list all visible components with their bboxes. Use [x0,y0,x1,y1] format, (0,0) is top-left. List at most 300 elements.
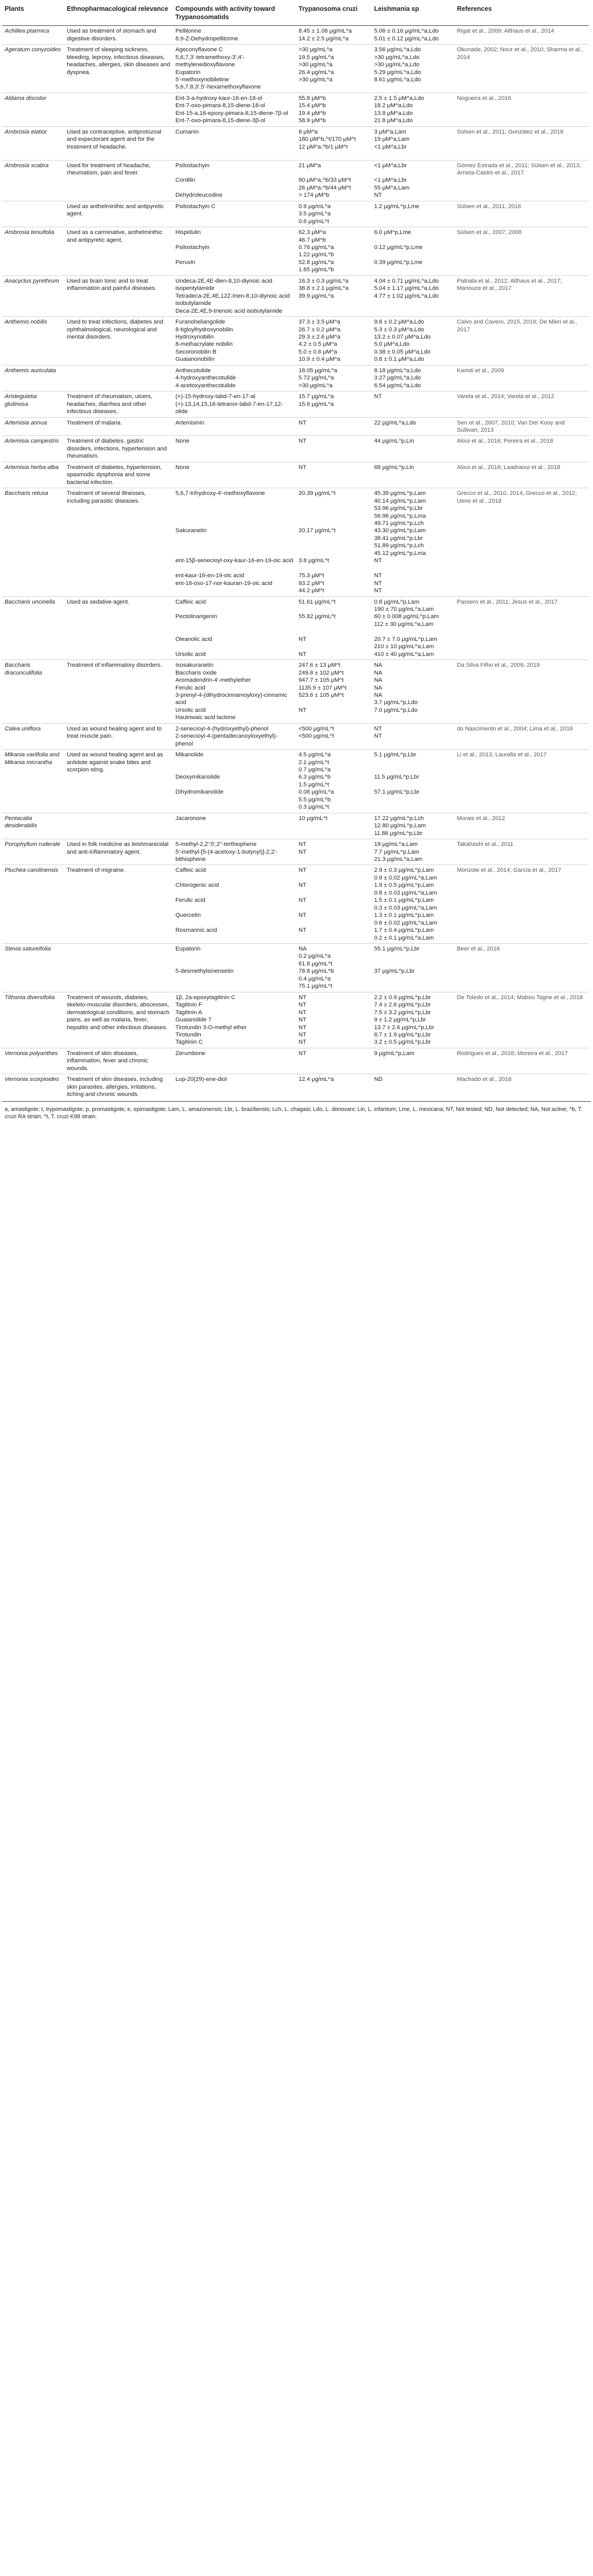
ethnopharmacological-relevance: Used to treat infections, diabetes and ophthalmological, neurological and mental disorders. [64,317,173,365]
compounds-cell-line: Ent-7-oxo-pimara-8,15-diene-18-ol [175,103,265,109]
ethnopharmacological-relevance: Used as brain tonic and to treat inflammation and painful diseases. [64,275,173,316]
compounds-cell-line: Tirotundin [175,1031,201,1038]
compounds-cell-line [175,781,293,788]
references-cell [454,417,589,436]
table-row [2,992,589,1048]
leishmania-cell-line: 190 ± 70 μg/mL^a,Lam [374,606,434,612]
leishmania-cell-line [374,401,452,408]
leishmania-cell [372,160,454,201]
references-cell [454,488,589,596]
trypanosoma-cruzi-cell-line: 46.7 μM^b [299,237,326,243]
table-row [2,865,589,944]
leishmania-cell-line: 53.96 μg/mL^p,Lbr [374,505,423,512]
table-header-row [2,3,589,26]
leishmania-cell [372,462,454,488]
table-row [2,201,589,227]
trypanosoma-cruzi-cell [296,462,372,488]
compounds-cell-line [175,427,293,434]
compounds-cell-line: Tirotundin 3-O-methyl ether [175,1024,247,1031]
ethnopharmacological-relevance: Treatment of rheumatism, ulcers, headaches, diarrhea and other infectious diseases. [64,391,173,417]
table-row [2,1048,589,1074]
compounds-cell-line: Dihydromikanolide [175,789,224,796]
compounds-cell-line: 5'-methoxynobiletine [175,76,229,83]
compounds-cell-line [175,919,293,927]
compounds-cell [173,723,296,749]
references-cell-line: Sülsen et al., 2011; González et al., 2018 [457,128,564,135]
ethnopharmacological-relevance: Used as wound healing agent and to treat muscle pain. [64,723,173,749]
compounds-cell-line [175,218,293,225]
trypanosoma-cruzi-cell-line: NT [299,848,307,855]
references-cell-line: Passero et al., 2011; Jesus et al., 2017 [457,598,558,605]
leishmania-cell-line [374,960,452,968]
leishmania-cell-line: 5.3 ± 0.3 μM^a,Ldo [374,326,424,333]
references-cell [454,160,589,201]
leishmania-cell [372,723,454,749]
leishmania-cell-line: 3 μM^a,Lam [374,128,407,135]
references-cell [454,1048,589,1074]
trypanosoma-cruzi-cell [296,126,372,160]
trypanosoma-cruzi-cell-line: 12.4 μg/mL^a [299,1076,334,1083]
leishmania-cell-line [374,803,452,811]
trypanosoma-cruzi-cell-line: 5.5 μg/mL^b [299,796,331,803]
leishmania-cell-line: 6.54 μg/mL^a,Ldo [374,382,421,389]
leishmania-cell-line: 12.80 μg/mL^p,Lam [374,823,426,829]
trypanosoma-cruzi-cell-line: 93.2 μM^t [299,580,324,587]
leishmania-cell [372,201,454,227]
trypanosoma-cruzi-cell [296,944,372,992]
leishmania-cell-line: 0.8 ± 0.03 μg/mL^a,Lam [374,889,437,896]
leishmania-cell-line: 2.5 ± 1.5 μM^a,Ldo [374,95,424,101]
leishmania-cell-line: 19 μg/mL^a,Lam [374,841,418,848]
trypanosoma-cruzi-cell-line: 0.08 μg/mL^a [299,789,334,796]
leishmania-cell-line: 2.2 ± 0.9 μg/mL^p,Lbr [374,994,431,1001]
leishmania-cell-line: <1 μM^a,Lbr [374,177,407,184]
trypanosoma-cruzi-cell-line: 75.3 μM^t [299,573,324,579]
trypanosoma-cruzi-cell-line: 0.6 μg/mL^t [299,218,329,225]
compounds-cell-line [175,266,293,273]
ethnopharmacological-relevance: Used for treatment of headache, rheumatism, pain and fever. [64,160,173,201]
trypanosoma-cruzi-cell-line: NT [299,994,307,1001]
trypanosoma-cruzi-cell-line: NT [299,636,307,642]
leishmania-cell-line: ND [374,1076,383,1083]
table-row [2,417,589,436]
references-cell-line: Sülsen et al., 2011, 2016 [457,203,522,210]
leishmania-cell-line: 0.6 ± 0.02 μg/mL^a,Lam [374,919,437,926]
trypanosoma-cruzi-cell-line: 21 μM^a [299,162,321,169]
trypanosoma-cruzi-cell-line: >30 μg/mL^a [299,382,333,389]
compounds-cell-line: Deca-2E,4E,9-trienoic acid isobutylamide [175,308,283,314]
references-cell-line: Beer et al., 2016 [457,946,500,952]
plant-name: Pluchea carolinensis [2,865,64,944]
compounds-cell [173,992,296,1048]
table-row [2,839,589,865]
trypanosoma-cruzi-cell-line: 1.5 μg/mL^t [299,781,329,788]
trypanosoma-cruzi-cell-line: 15.4 μM^b [299,103,326,109]
compounds-cell-line [175,953,293,960]
compounds-cell-line [175,759,293,766]
leishmania-cell [372,992,454,1048]
leishmania-cell-line [374,237,452,244]
compounds-cell-line: (+)-15-hydroxy-labd-7-en-17-al [175,393,256,400]
leishmania-cell [372,26,454,45]
compounds-cell-line: Ageconyflavone C [175,47,223,53]
trypanosoma-cruzi-cell-line: >30 μg/mL^a [299,62,333,68]
trypanosoma-cruzi-cell [296,723,372,749]
table-row [2,944,589,992]
table-row [2,488,589,596]
trypanosoma-cruzi-cell-line [299,606,369,613]
compounds-cell-line [175,960,293,968]
leishmania-cell-line: NA [374,684,382,691]
trypanosoma-cruzi-cell-line: NA [299,946,307,952]
leishmania-cell-line [374,218,452,225]
table-row [2,227,589,276]
compounds-cell-line [175,628,293,635]
trypanosoma-cruzi-cell [296,750,372,813]
header-compounds: Compounds with activity toward Trypanosomatids [173,3,296,26]
trypanosoma-cruzi-cell-line [299,151,369,158]
table-row [2,45,589,93]
leishmania-cell-line: 43.30 μg/mL^p,Lam [374,528,426,534]
leishmania-cell-line: 1.3 ± 0.1 μg/mL^p,Lam [374,912,434,919]
leishmania-cell [372,660,454,724]
compounds-cell [173,227,296,276]
trypanosoma-cruzi-cell-line: NT [299,438,307,445]
trypanosoma-cruzi-cell-line [299,934,369,942]
trypanosoma-cruzi-cell-line: 947.7 ± 105 μM^t [299,677,344,684]
leishmania-cell [372,488,454,596]
leishmania-cell-line [374,983,452,990]
compounds-cell-line: Ferulic acid [175,897,205,904]
trypanosoma-cruzi-cell-line: 0.3 μg/mL^t [299,804,329,811]
compounds-cell [173,275,296,316]
compounds-cell-line [175,535,293,542]
trypanosoma-cruzi-cell-line: NT [299,707,307,713]
trypanosoma-cruzi-cell-line: 62.3 μM^a [299,229,326,236]
trypanosoma-cruzi-cell-line: 20.17 μg/mL^t [299,528,336,534]
leishmania-cell [372,813,454,839]
trypanosoma-cruzi-cell-line [299,497,369,505]
plant-name [2,201,64,227]
trypanosoma-cruzi-cell-line: 0.76 μg/mL^a [299,244,334,251]
leishmania-cell-line: NT [374,580,382,587]
compounds-cell-line: Ent-3-a-hydroxy-kaur-16-en-18-ol [175,95,262,101]
leishmania-cell-line [374,796,452,803]
compounds-cell-line: Hispidulin [175,229,201,236]
compounds-cell-line [175,803,293,811]
references-cell-line: Morais et al., 2012 [457,815,505,822]
compounds-cell-line: (+)-13,14,15,16-tetranor-labd-7-en-17,12-olide [175,401,283,415]
references-cell-line: Calvo and Cavero, 2015, 2016; De Mieri et al., 2017 [457,319,577,333]
leishmania-cell-line: 0.8 μg/mL^p,Lam [374,598,420,605]
trypanosoma-cruzi-cell [296,865,372,944]
references-cell-line: Nogueira et al., 2016 [457,95,511,101]
compounds-cell-line: ent-16-oxo-17-nor-kauran-19-oic acid [175,580,273,587]
table-body [2,26,589,1100]
leishmania-cell [372,275,454,316]
compounds-cell-line: 5-desmethylsinensetin [175,968,234,975]
compounds-cell-line: 5-methyl-2,2':5',2''-terthiophene [175,841,257,848]
compounds-cell-line: Pectolinarigenin [175,613,217,620]
trypanosoma-cruzi-cell-line [299,513,369,520]
trypanosoma-cruzi-cell-line: 20.39 μg/mL^t [299,490,336,497]
compounds-cell [173,317,296,365]
leishmania-cell-line: 0.3 ± 0.03 μg/mL^a,Lam [374,904,437,911]
plant-name: Calea uniflora [2,723,64,749]
leishmania-cell-line: 44 μg/mL^p,Lin [374,438,414,445]
leishmania-cell-line [374,766,452,773]
leishmania-cell-line: 11.5 μg/mL^p,Lbr [374,774,419,781]
leishmania-cell-line: 55.1 μg/mL^p,Lbr [374,946,420,952]
references-cell [454,391,589,417]
trypanosoma-cruzi-cell-line: NT [299,912,307,919]
trypanosoma-cruzi-cell-line: 52.8 μg/mL^a [299,259,334,266]
compounds-cell-line: 5,6,7-trihydroxy-4'-methoxyflavone [175,490,265,497]
compounds-cell-line [175,505,293,512]
trypanosoma-cruzi-cell-line: 39.9 μg/mL^a [299,292,334,299]
plant-name: Ambrosia elatior [2,126,64,160]
trypanosoma-cruzi-cell-line: NT [299,1017,307,1023]
leishmania-cell-line [374,151,452,158]
header-trypanosoma-cruzi: Trypanosoma cruzi [296,3,372,26]
plant-name: Achillea ptarmica [5,28,50,35]
trypanosoma-cruzi-cell-line: >30 μg/mL^a [299,47,333,53]
compounds-cell-line: Mikanolide [175,752,204,758]
compounds-cell-line: Artemisinin [175,419,204,426]
references-cell-line: Machado et al., 2016 [457,1076,512,1083]
compounds-cell [173,391,296,417]
trypanosoma-cruzi-cell-line: NT [299,1039,307,1046]
compounds-cell-line: 1β, 2a-epoxytagitinin C [175,994,235,1001]
compounds-cell-line: Cordilin [175,177,196,184]
trypanosoma-cruzi-cell [296,436,372,462]
trypanosoma-cruzi-cell-line: NT [299,897,307,904]
trypanosoma-cruzi-cell-line: NT [299,1050,307,1057]
trypanosoma-cruzi-cell [296,1074,372,1100]
ethnopharmacological-relevance: Used as a carminative, anthelminthic and antipyretic agent. [64,227,173,276]
compounds-cell-line [175,184,293,192]
trypanosoma-cruzi-cell-line: 14.2 ± 2.5 μg/mL^a [299,35,349,42]
ethnopharmacological-relevance [64,813,173,839]
leishmania-cell-line [374,975,452,983]
compounds-cell-line [175,210,293,217]
trypanosoma-cruzi-cell-line [299,505,369,512]
compounds-cell-line: Tagitinin A [175,1009,202,1016]
leishmania-cell-line: 13.7 ± 2.6 μg/mL^p,Lbr [374,1024,434,1031]
compounds-cell-line: Peruvin [175,259,196,266]
compounds-cell-line: Anthecotulide [175,367,211,374]
trypanosoma-cruzi-cell-line: 37.3 ± 3.5 μM^a [299,319,340,326]
trypanosoma-cruzi-cell-line: NT [299,464,307,471]
leishmania-cell-line: 0.2 ± 0.1 μg/mL^a,Lam [374,934,434,941]
compounds-cell [173,1048,296,1074]
leishmania-cell-line: 1.5 ± 0.1 μg/mL^p,Lam [374,897,434,904]
trypanosoma-cruzi-cell [296,488,372,596]
compounds-cell-line [175,151,293,158]
trypanosoma-cruzi-cell-line [299,643,369,650]
trypanosoma-cruzi-cell [296,160,372,201]
trypanosoma-cruzi-cell-line: 8 μM^a [299,128,318,135]
trypanosoma-cruzi-cell-line: <500 μg/mL^t [299,733,334,740]
trypanosoma-cruzi-cell [296,813,372,839]
leishmania-cell-line [374,251,452,258]
leishmania-cell-line: 38.41 μg/mL^p,Lbr [374,535,423,541]
trypanosoma-cruzi-cell-line: 15.6 μg/mL^a [299,401,334,407]
leishmania-cell-line: 0.39 μg/mL^p,Lme [374,259,423,266]
compounds-cell-line [175,975,293,983]
trypanosoma-cruzi-cell-line: NT [299,841,307,848]
compounds-cell-line: Psilostachyin [175,162,210,169]
compounds-cell-line: Zerumbone [175,1050,205,1057]
leishmania-cell-line: 5.06 ± 0.16 μg/mL^a,Ldo [374,28,439,35]
plant-name: Anthemis nobilis [2,317,64,365]
leishmania-cell-line: 13.2 ± 0.07 μM^a,Ldo [374,334,431,341]
leishmania-cell-line: 68 μg/mL^p,Lin [374,464,414,471]
compounds-cell-line: Psilostachyin [175,244,210,251]
plant-name: Pentacalia desiderabilis [2,813,64,839]
compounds-cell-line [175,237,293,244]
references-cell [454,750,589,813]
leishmania-cell-line: 5.01 ± 0.12 μg/mL^a,Ldo [374,35,439,42]
compounds-cell [173,45,296,93]
compounds-cell-line: Dehydroleucodine [175,192,223,199]
table-row [2,660,589,724]
header-ethnopharmacological-relevance: Ethnopharmacological relevance [64,3,173,26]
leishmania-cell [372,596,454,660]
compounds-cell-line [175,550,293,557]
trypanosoma-cruzi-cell-line: 26 μM^a,^b/44 μM^t [299,184,351,191]
references-cell [454,126,589,160]
trypanosoma-cruzi-cell-line: 10 μg/mL^t [299,815,328,822]
compounds-cell-line: Caffeic acid [175,598,206,605]
references-cell [454,839,589,865]
references-cell-line: Takahashi et al., 2011 [457,841,514,848]
ethnopharmacological-relevance: Treatment of migraine. [64,865,173,944]
compounds-cell-line: None [175,464,190,471]
compounds-cell-line: Isosakuranetin [175,662,214,669]
leishmania-cell [372,391,454,417]
leishmania-cell-line: NT [374,733,382,740]
trypanosoma-cruzi-cell-line: 44.2 μM^t [299,588,324,594]
table-row [2,126,589,160]
table-row [2,436,589,462]
leishmania-cell-line: NT [374,573,382,579]
trypanosoma-cruzi-cell [296,201,372,227]
trypanosoma-cruzi-cell-line: NT [299,1009,307,1016]
leishmania-cell-line: 0.8 ± 0.1 μM^a,Ldo [374,356,424,363]
plant-name: Tithonia diversifolia [2,992,64,1048]
leishmania-cell [372,317,454,365]
trypanosoma-cruzi-cell-line: 6.3 μg/mL^b [299,774,331,781]
compounds-cell-line: Guaianolide 7 [175,1017,212,1023]
trypanosomatid-activity-table [2,3,589,1100]
trypanosoma-cruzi-cell-line: 26.4 μg/mL^a [299,69,334,76]
trypanosoma-cruzi-cell [296,93,372,126]
compounds-cell [173,26,296,45]
compounds-cell [173,596,296,660]
leishmania-cell-line: 37 μg/mL^p,Lbr [374,968,415,975]
compounds-cell-line: Pellitorine [175,28,201,35]
leishmania-cell-line: NT [374,558,382,564]
table-footnote: a, amastigote; t, trypomastigote; p, promastigote; e, epimastigote; Lam, L. amazonensis; Lbr, L. braziliensis; Lch, L. chagasi; Ldo, L. donovani; Lin, L. infantum; Lme, L. mexicana; NT, Not tested; ND, Not detected; NA, Not active; ^b, T. cruzi RA strain; ^t, T. cruzi K98 strain. [2,1101,591,1120]
trypanosoma-cruzi-cell-line [299,699,369,706]
compounds-cell-line: Undeca-2E,4E-dien-8,10-diynoic acid isopentylamide [175,277,273,292]
compounds-cell [173,839,296,865]
plant-name: Baccharis dracunculifolia [2,660,64,724]
leishmania-cell-line: NA [374,662,382,669]
compounds-cell-line: Psilostachyin C [175,203,216,210]
trypanosoma-cruzi-cell [296,992,372,1048]
leishmania-cell [372,45,454,93]
references-cell-line: Okunade, 2002; Nour et al., 2010; Sharma et al., 2014 [457,47,583,61]
references-cell-line: Patnala et al., 2012; Althaus et al., 2017; Manouze et al., 2017 [457,277,562,292]
compounds-cell-line [175,983,293,990]
compounds-cell-line [175,520,293,527]
compounds-cell-line: 4-hydroxyanthecotulide [175,375,236,382]
leishmania-cell [372,227,454,276]
trypanosoma-cruzi-cell-line: 12 μM^a,^b/1 μM^t [299,143,348,150]
leishmania-cell-line: 45.39 μg/mL^p,Lam [374,490,426,497]
compounds-cell [173,813,296,839]
table-row [2,26,589,45]
leishmania-cell-line: 0.9 ± 0.02 μg/mL^a,Lam [374,874,437,881]
compounds-cell-line [175,874,293,882]
references-cell [454,723,589,749]
trypanosoma-cruzi-cell-line: 58.9 μM^b [299,118,326,124]
compounds-cell [173,750,296,813]
compounds-cell-line: Oleanolic acid [175,636,212,642]
trypanosoma-cruzi-cell-line: 78.8 μg/mL^b [299,968,334,975]
compounds-cell [173,1074,296,1100]
plant-name: Mikania variifolia and Mikania micrantha [2,750,64,813]
references-cell-line: Aloui et al., 2016; Laadraoui et al., 2018 [457,464,560,471]
compounds-cell-line: Ent-15-a,16-epoxy-pimara-8,15-diene-7β-ol [175,110,288,116]
trypanosoma-cruzi-cell-line: 180 μM^b,^t/170 μM^t [299,136,356,143]
leishmania-cell-line: 21.3 μg/mL^a,Lam [374,856,423,863]
compounds-cell [173,365,296,391]
plant-name: Aldama discolor [2,93,64,126]
trypanosoma-cruzi-cell-line: 19.4 μM^b [299,110,326,116]
references-cell-line: do Nascimento et al., 2004; Lima et al., 2016 [457,725,573,732]
leishmania-cell-line: 5.1 μg/mL^p,Lbr [374,752,417,758]
trypanosoma-cruzi-cell-line: 55.8 μM^b [299,95,326,101]
trypanosoma-cruzi-cell-line: NT [299,651,307,657]
leishmania-cell-line: 7.7 μg/mL^p,Lam [374,848,420,855]
leishmania-cell-line: 9 μg/mL^p,Lam [374,1050,414,1057]
trypanosoma-cruzi-cell-line [299,169,369,177]
trypanosoma-cruzi-cell-line: 247.6 ± 13 μM^t [299,662,340,669]
trypanosoma-cruzi-cell-line: 55.82 μg/mL^t [299,613,336,620]
ethnopharmacological-relevance: Used as contraceptive, antiprotozoal and expectorant agent and for the treatment of headache. [64,126,173,160]
ethnopharmacological-relevance: Treatment of diabetes, hypertension, spasmodic dysphonia and some bacterial infection. [64,462,173,488]
trypanosoma-cruzi-cell-line [299,919,369,927]
references-cell-line: Da Silva Filho et al., 2009, 2019 [457,662,540,669]
compounds-cell [173,126,296,160]
leishmania-cell-line: >30 μg/mL^a,Ldo [374,54,420,61]
compounds-cell-line: 5,6,7,3'-tetramethoxy-3',4'-methylenedioxyflavone [175,54,245,68]
references-cell [454,227,589,276]
compounds-cell-line: Eupatorin [175,946,201,952]
trypanosoma-cruzi-cell-line: 1.22 μg/mL^b [299,252,334,258]
leishmania-cell-line: NT [374,393,382,400]
references-cell [454,201,589,227]
ethnopharmacological-relevance: Used as wound healing agent and as antidote against snake bites and scorpion sting. [64,750,173,813]
compounds-cell-line: 5,6,7,8,3',5'-hexamethoxyflavone [175,84,261,91]
references-cell [454,865,589,944]
leishmania-cell-line: 55 μM^a,Lam [374,184,410,191]
trypanosoma-cruzi-cell-line [299,550,369,557]
table-row [2,391,589,417]
